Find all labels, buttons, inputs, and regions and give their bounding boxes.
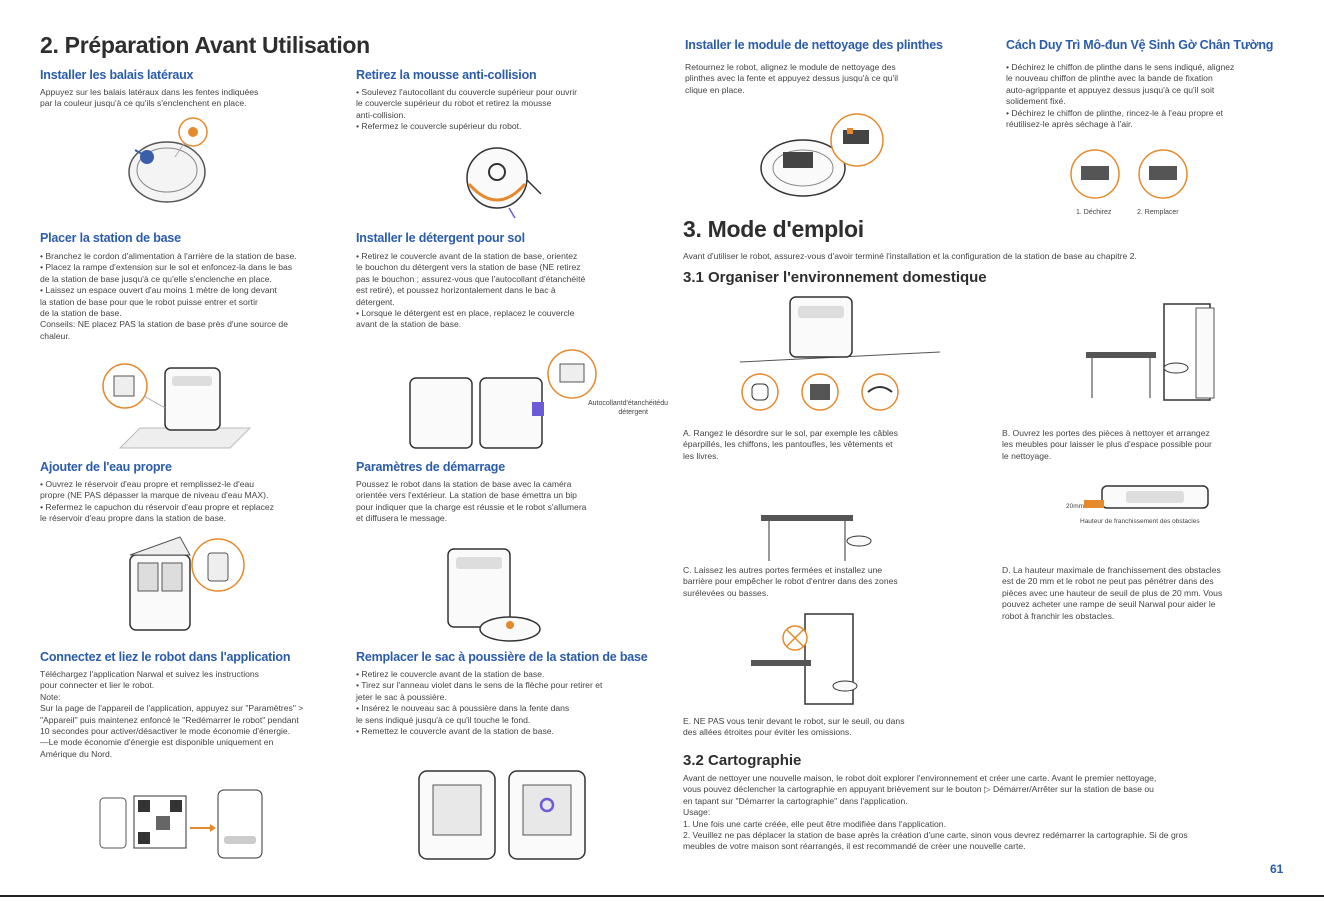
text-line: pas le bouchon ; assurez-vous que l'autocollant d'étanchéité xyxy=(356,273,586,284)
text-line: • Remettez le couvercle avant de la station de base. xyxy=(356,726,554,737)
text-line: le bouchon du détergent vers la station de base (NE retirez xyxy=(356,262,581,273)
text-line: 1. Une fois une carte créée, elle peut être modifiée dans l'application. xyxy=(683,818,946,829)
text-line: Poussez le robot dans la station de base avec la caméra xyxy=(356,479,572,489)
text-line: • Déchirez le chiffon de plinthe dans le sens indiqué, alignez xyxy=(1006,62,1235,72)
col1-s2-text xyxy=(40,251,340,342)
text-line: le couvercle supérieur du robot et retirez la mousse xyxy=(356,98,552,109)
text-line: le nouveau chiffon de plinthe avec la bande de fixation xyxy=(1006,73,1213,84)
text-line: • Refermez le capuchon du réservoir d'eau propre et replacez xyxy=(40,501,274,512)
subsection-3-2-title: 3.2 Cartographie xyxy=(683,752,802,769)
text-line: orientée vers l'extérieur. La station de base émettra un bip xyxy=(356,490,577,501)
tip-a-text xyxy=(683,428,983,462)
text-line: la station de base pour que le robot puisse entrer et sortir xyxy=(40,296,258,307)
text-line: C. Laissez les autres portes fermées et installez une xyxy=(683,565,883,575)
text-line: pouvez acheter une rampe de seuil Narwal pour aider le xyxy=(1002,599,1216,610)
text-line: propre (NE PAS dépasser la marque de niveau d'eau MAX). xyxy=(40,490,269,501)
text-line: Appuyez sur les balais latéraux dans les fentes indiquées xyxy=(40,87,259,97)
text-line: surélevées ou basses. xyxy=(683,587,769,598)
text-line: A. Rangez le désordre sur le sol, par exemple les câbles xyxy=(683,428,898,438)
clean-water-tank-figure xyxy=(120,535,250,635)
obstacle-height-value: 20mm xyxy=(1066,503,1085,510)
text-line: • Ouvrez le réservoir d'eau propre et remplissez-le d'eau xyxy=(40,479,255,489)
text-line: Autocollant xyxy=(588,400,623,407)
text-line: • Lorsque le détergent est en place, replacez le couvercle xyxy=(356,308,575,319)
mapping-text xyxy=(683,773,1298,853)
text-line: de la station de base. xyxy=(40,308,122,319)
baseboard-cloth-figure xyxy=(1055,142,1195,202)
text-line: de la station de base jusqu'à ce qu'elle s'enclenche en place. xyxy=(40,273,272,284)
col1-s3-text xyxy=(40,479,340,525)
text-line: avant de la station de base. xyxy=(356,319,462,330)
text-line: • Placez la rampe d'extension sur le sol et enfoncez-la dans le bas xyxy=(40,262,293,273)
text-line: solidement fixé. xyxy=(1006,96,1066,107)
text-line: 10 secondes pour activer/désactiver le mode économie d'énergie. xyxy=(40,726,291,737)
text-line: • Laissez un espace ouvert d'au moins 1 mètre de long devant xyxy=(40,285,277,296)
col4-s1-text xyxy=(1006,62,1296,130)
anti-collision-foam-figure xyxy=(455,140,550,222)
text-line: E. NE PAS vous tenir devant le robot, sur le seuil, ou dans xyxy=(683,716,905,726)
obstacle-height-caption: Hauteur de franchissement des obstacles xyxy=(1080,518,1200,525)
text-line: anti-collision. xyxy=(356,109,406,120)
side-brush-figure xyxy=(125,112,225,212)
text-line: "Appareil" puis maintenez enfoncé le "Redémarrer le robot" pendant xyxy=(40,714,299,725)
text-line: • Retirez le couvercle avant de la station de base. xyxy=(356,669,545,679)
section-3-intro: Avant d'utiliser le robot, assurez-vous d'avoir terminé l'installation et la configuration de la station de base au chapitre 2. xyxy=(683,251,1137,261)
text-line: plinthes avec la fente et appuyez dessus jusqu'à ce qu'il xyxy=(685,73,899,84)
text-line: Sur la page de l'appareil de l'application, appuyez sur "Paramètres" > xyxy=(40,703,304,714)
col1-s1-title: Installer les balais latéraux xyxy=(40,68,194,82)
text-line: • Insérez le nouveau sac à poussière dans la fente dans xyxy=(356,703,570,714)
text-line: les meubles pour laisser le plus d'espace possible pour xyxy=(1002,439,1212,450)
col2-s4-text xyxy=(356,669,656,737)
text-line: • Déchirez le chiffon de plinthe, rincez-le à l'eau propre et xyxy=(1006,107,1224,118)
tip-b-text xyxy=(1002,428,1297,462)
col4-s1-title: Cách Duy Trì Mô-đun Vệ Sinh Gờ Chân Tường xyxy=(1006,38,1274,52)
text-line: pièces avec une hauteur de seuil de plus de 20 mm. Vous xyxy=(1002,587,1223,598)
col1-s1-text xyxy=(40,87,340,110)
col1-s2-title: Placer la station de base xyxy=(40,231,181,245)
col3-s1-text xyxy=(685,62,985,96)
tip-e-text xyxy=(683,716,983,739)
text-line: • Branchez le cordon d'alimentation à l'arrière de la station de base. xyxy=(40,251,297,261)
text-line: Téléchargez l'application Narwal et suivez les instructions xyxy=(40,669,259,679)
col2-s1-title: Retirez la mousse anti-collision xyxy=(356,68,537,82)
declutter-figure xyxy=(740,292,940,422)
col2-s3-title: Paramètres de démarrage xyxy=(356,460,505,474)
col2-s1-text xyxy=(356,87,656,133)
tip-d-text xyxy=(1002,565,1297,622)
cloth-step-1-label: 1. Déchirez xyxy=(1076,209,1112,216)
detergent-figure xyxy=(404,348,604,453)
text-line: meubles de votre maison sont réarrangés, il est recommandé de créer une nouvelle carte. xyxy=(683,841,1026,852)
text-line: vous pouvez déclencher la cartographie en appuyant brièvement sur le bouton ▷ Démarrer/Arrêter sur la station de base ou xyxy=(683,784,1154,795)
text-line: • Soulevez l'autocollant du couvercle supérieur pour ouvrir xyxy=(356,87,578,97)
baseboard-module-figure xyxy=(755,112,890,202)
text-line: chaleur. xyxy=(40,330,71,341)
text-line: détergent. xyxy=(356,296,395,307)
base-station-placement-figure xyxy=(100,358,260,450)
text-line: • Retirez le couvercle avant de la station de base, orientez xyxy=(356,251,578,261)
section-3-title: 3. Mode d'emploi xyxy=(683,216,864,242)
detergent-figure-label xyxy=(588,399,668,417)
col1-s4-title: Connectez et liez le robot dans l'application xyxy=(40,650,291,664)
barrier-figure xyxy=(745,610,875,710)
tip-c-text xyxy=(683,565,983,599)
text-line: Conseils: NE placez PAS la station de base près d'une source de xyxy=(40,319,288,330)
text-line: B. Ouvrez les portes des pièces à nettoyer et arrangez xyxy=(1002,428,1210,438)
text-line: par la couleur jusqu'à ce qu'ils s'enclenchent en place. xyxy=(40,98,247,109)
open-doors-figure xyxy=(1080,298,1230,408)
text-line: pour indiquer que la charge est réussie et le robot s'allumera xyxy=(356,501,587,512)
text-line: Note: xyxy=(40,691,61,702)
close-doors-table-figure xyxy=(755,505,875,565)
text-line: Usage: xyxy=(683,807,711,818)
text-line: est de 20 mm et le robot ne peut pas pénétrer dans des xyxy=(1002,576,1214,587)
footer-rule xyxy=(0,895,1324,897)
col2-s4-title: Remplacer le sac à poussière de la station de base xyxy=(356,650,648,664)
text-line: du détergent xyxy=(618,400,668,416)
col2-s2-title: Installer le détergent pour sol xyxy=(356,231,525,245)
text-line: Amérique du Nord. xyxy=(40,748,113,759)
text-line: est retiré), et poussez horizontalement dans le bac à xyxy=(356,285,556,296)
text-line: le sens indiqué jusqu'à ce qu'il touche le fond. xyxy=(356,714,531,725)
text-line: éparpillés, les chiffons, les pantoufles, les vêtements et xyxy=(683,439,893,450)
text-line: d'étanchéité xyxy=(622,400,661,407)
page-number: 61 xyxy=(1270,862,1284,876)
col2-s2-text xyxy=(356,251,656,331)
text-line: pour connecter et lier le robot. xyxy=(40,680,155,691)
text-line: • Tirez sur l'anneau violet dans le sens de la flèche pour retirer et xyxy=(356,680,603,691)
subsection-3-1-title: 3.1 Organiser l'environnement domestique xyxy=(683,269,987,286)
text-line: Avant de nettoyer une nouvelle maison, le robot doit explorer l'environnement et créer une carte. Avant le premier nettoyage, xyxy=(683,773,1157,783)
col3-s1-title: Installer le module de nettoyage des plinthes xyxy=(685,38,943,52)
dust-bag-figure xyxy=(415,765,595,863)
obstacle-height-figure xyxy=(1066,478,1216,518)
text-line: robot à franchir les obstacles. xyxy=(1002,610,1115,621)
text-line: et diffusera le message. xyxy=(356,513,448,524)
startup-figure xyxy=(440,545,550,645)
text-line: Retournez le robot, alignez le module de nettoyage des xyxy=(685,62,896,72)
text-line: jeter le sac à poussière. xyxy=(356,691,447,702)
text-line: D. La hauteur maximale de franchissement des obstacles xyxy=(1002,565,1221,575)
text-line: 2. Veuillez ne pas déplacer la station de base après la création d'une carte, sinon vous devrez redémarrer la cartographie. Si de gros xyxy=(683,830,1188,841)
text-line: barrière pour empêcher le robot d'entrer dans des zones xyxy=(683,576,898,587)
col2-s3-text xyxy=(356,479,656,525)
text-line: les livres. xyxy=(683,450,719,461)
text-line: —Le mode économie d'énergie est disponible uniquement en xyxy=(40,737,274,748)
col1-s4-text xyxy=(40,669,340,760)
cloth-step-2-label: 2. Remplacer xyxy=(1137,209,1179,216)
text-line: des allées étroites pour éviter les omissions. xyxy=(683,727,852,738)
text-line: auto-agrippante et appuyez dessus jusqu'à ce qu'il soit xyxy=(1006,84,1215,95)
col1-s3-title: Ajouter de l'eau propre xyxy=(40,460,172,474)
app-qr-figure xyxy=(98,788,278,860)
section-2-title: 2. Préparation Avant Utilisation xyxy=(40,32,370,58)
text-line: réutilisez-le après séchage à l'air. xyxy=(1006,119,1133,130)
text-line: le réservoir d'eau propre dans la station de base. xyxy=(40,513,227,524)
text-line: clique en place. xyxy=(685,84,745,95)
text-line: • Refermez le couvercle supérieur du robot. xyxy=(356,121,522,132)
text-line: le nettoyage. xyxy=(1002,450,1052,461)
text-line: en tapant sur "Démarrer la cartographie" dans l'application. xyxy=(683,795,908,806)
